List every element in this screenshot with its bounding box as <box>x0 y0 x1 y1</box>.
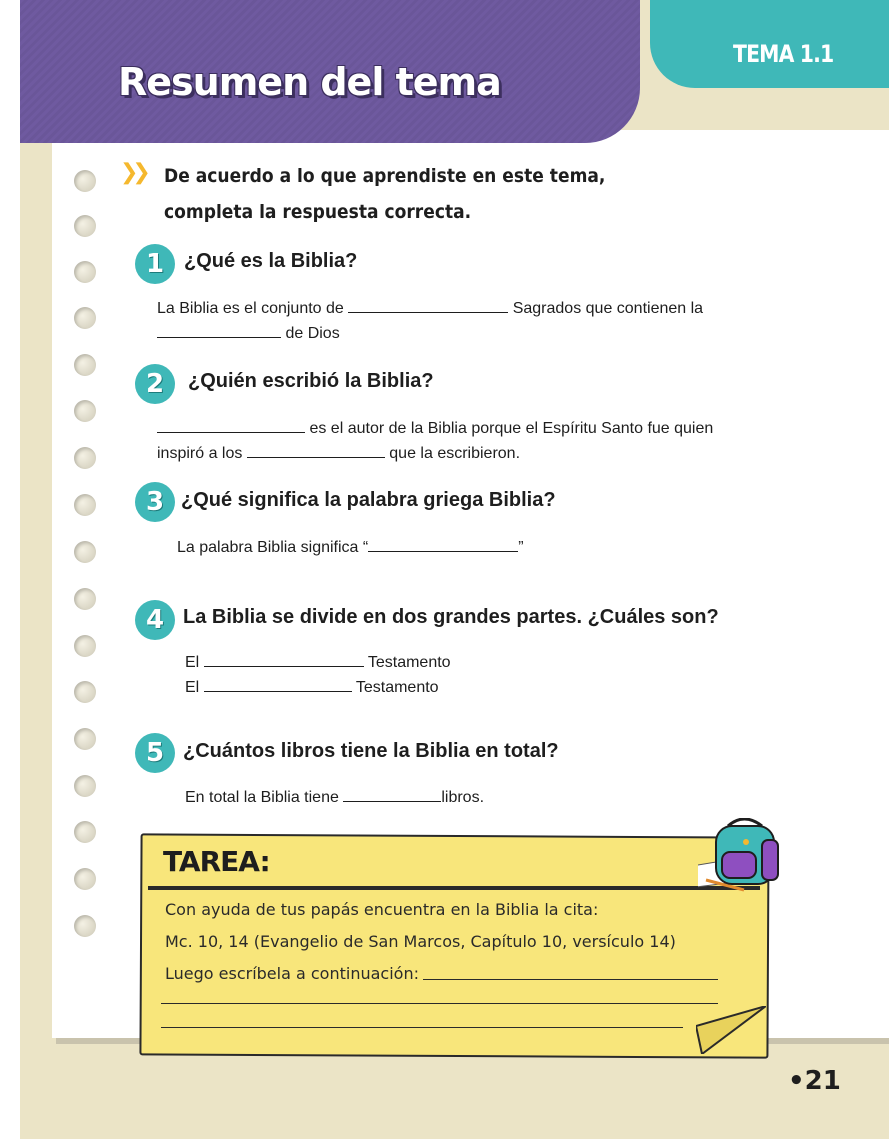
answer-text: El <box>185 654 200 671</box>
homework-line-1: Con ayuda de tus papás encuentra en la Biblia la cita: <box>165 900 599 919</box>
answer-text: es el autor de la Biblia porque el Espíritu Santo fue quien <box>309 420 714 437</box>
answer-text: En total la Biblia tiene <box>185 789 339 806</box>
homework-title: TAREA: <box>163 845 270 878</box>
question-1-text: ¿Qué es la Biblia? <box>184 250 358 272</box>
page-number <box>788 1066 841 1096</box>
answer-text: que la escribieron. <box>389 445 521 462</box>
instruction-text: De acuerdo a lo que aprendiste en este tema, completa la respuesta correcta. <box>164 165 606 223</box>
answer-text: libros. <box>441 789 485 806</box>
hole <box>74 588 96 610</box>
page-number-value: 21 <box>804 1066 841 1096</box>
double-arrow-icon: ❯❯ <box>120 160 145 185</box>
answer-blank[interactable] <box>157 418 305 433</box>
answer-blank[interactable] <box>348 298 508 313</box>
page-left-edge <box>0 0 20 1139</box>
hole <box>74 915 96 937</box>
note-fold-corner <box>696 1006 766 1054</box>
hole <box>74 681 96 703</box>
answer-4-line-1 <box>185 650 451 675</box>
hole <box>74 728 96 750</box>
page-margin <box>20 130 52 1139</box>
hole <box>74 215 96 237</box>
answer-text: Testamento <box>355 679 439 696</box>
answer-3-line-1 <box>177 535 524 560</box>
hole <box>74 447 96 469</box>
answer-blank[interactable] <box>157 323 281 338</box>
hole <box>74 541 96 563</box>
answer-text: La palabra Biblia significa “ <box>177 539 369 556</box>
answer-blank[interactable] <box>204 677 352 692</box>
hole <box>74 170 96 192</box>
hole <box>74 775 96 797</box>
homework-line-2: Mc. 10, 14 (Evangelio de San Marcos, Capítulo 10, versículo 14) <box>165 932 676 951</box>
answer-text: ” <box>518 539 524 556</box>
answer-4-line-2 <box>185 675 439 700</box>
hole <box>74 868 96 890</box>
answer-text: de Dios <box>285 325 340 342</box>
answer-blank[interactable] <box>204 652 364 667</box>
homework-answer-line[interactable] <box>161 1003 718 1004</box>
answer-1-line-2 <box>157 321 340 346</box>
question-number-5: 5 <box>135 733 175 773</box>
page-title: Resumen del tema <box>118 60 501 104</box>
answer-text: inspiró a los <box>157 445 243 462</box>
answer-2-line-1 <box>157 416 713 441</box>
tema-label: TEMA 1.1 <box>733 40 834 68</box>
question-number-4: 4 <box>135 600 175 640</box>
question-number-3: 3 <box>135 482 175 522</box>
homework-line-3: Luego escríbela a continuación: <box>165 964 419 983</box>
homework-answer-line[interactable] <box>423 979 718 980</box>
hole <box>74 354 96 376</box>
hole <box>74 635 96 657</box>
page-number-bullet: • <box>788 1066 805 1096</box>
answer-blank[interactable] <box>368 537 518 552</box>
question-number-1: 1 <box>135 244 175 284</box>
answer-text: Testamento <box>367 654 451 671</box>
answer-text: La Biblia es el conjunto de <box>157 300 344 317</box>
hole <box>74 307 96 329</box>
hole <box>74 821 96 843</box>
homework-divider <box>148 886 760 890</box>
answer-blank[interactable] <box>247 443 385 458</box>
question-3-text: ¿Qué significa la palabra griega Biblia? <box>181 489 556 511</box>
answer-5-line-1 <box>185 785 484 810</box>
hole <box>74 494 96 516</box>
backpack-icon <box>698 818 786 898</box>
answer-text: El <box>185 679 200 696</box>
question-number-2: 2 <box>135 364 175 404</box>
answer-2-line-2 <box>157 441 520 466</box>
answer-1-line-1 <box>157 296 703 321</box>
homework-answer-line[interactable] <box>161 1027 683 1028</box>
hole <box>74 400 96 422</box>
answer-blank[interactable] <box>343 787 441 802</box>
question-5-text: ¿Cuántos libros tiene la Biblia en total? <box>183 740 559 762</box>
answer-text: Sagrados que contienen la <box>512 300 704 317</box>
question-4-text: La Biblia se divide en dos grandes partes. ¿Cuáles son? <box>183 606 719 628</box>
question-2-text: ¿Quién escribió la Biblia? <box>188 370 434 392</box>
hole <box>74 261 96 283</box>
